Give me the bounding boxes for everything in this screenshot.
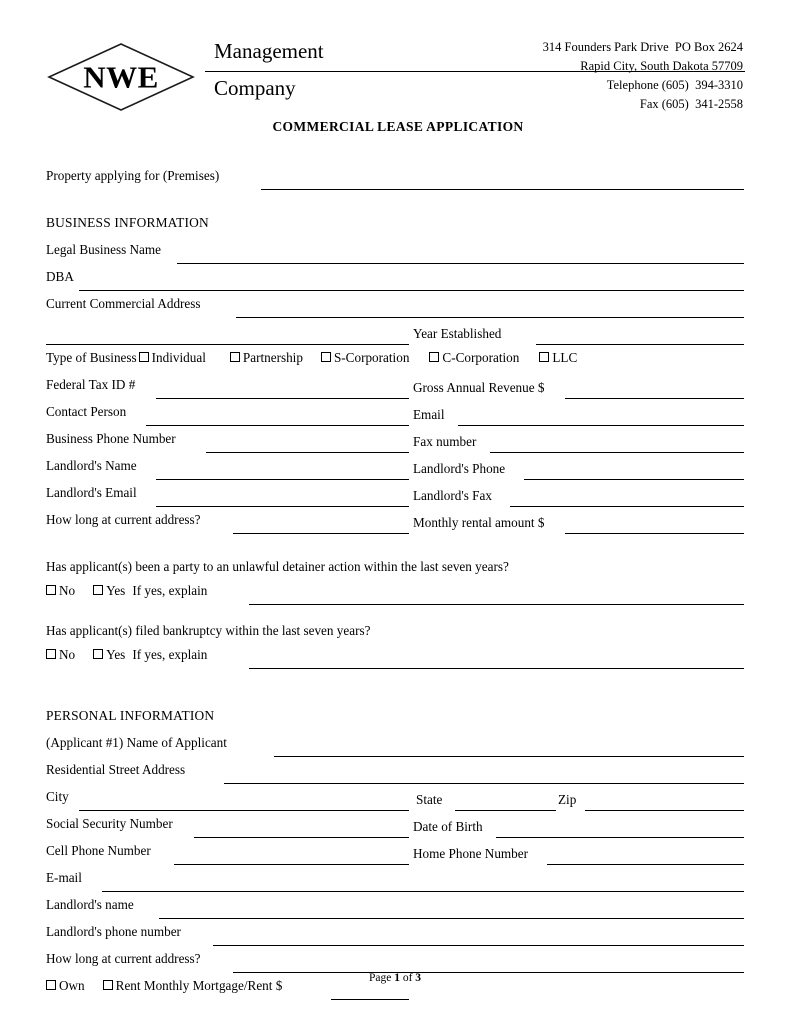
question-unlawful-detainer-answers bbox=[46, 583, 744, 610]
field-row-cell-phone bbox=[46, 843, 744, 870]
zip-label: Zip bbox=[558, 792, 577, 807]
checkbox-option-bankruptcy-no[interactable] bbox=[46, 647, 75, 663]
checkbox-individual[interactable] bbox=[139, 352, 149, 362]
ssn-input-line[interactable] bbox=[194, 837, 409, 838]
ssn-label: Social Security Number bbox=[46, 816, 173, 831]
detainer-explain-input-line[interactable] bbox=[249, 604, 744, 605]
personal-information-heading: PERSONAL INFORMATION bbox=[46, 708, 215, 723]
detainer-explain-label: If yes, explain bbox=[132, 583, 208, 598]
form-body bbox=[46, 168, 744, 1005]
legal-business-name-label: Legal Business Name bbox=[46, 242, 161, 257]
field-row-business-phone bbox=[46, 431, 744, 458]
field-row-contact-person bbox=[46, 404, 744, 431]
nwe-logo bbox=[47, 42, 195, 112]
home-phone-label: Home Phone Number bbox=[413, 846, 529, 861]
checkbox-label-rent: Rent Monthly Mortgage/Rent $ bbox=[115, 978, 283, 993]
footer-page-number: 1 bbox=[394, 972, 400, 984]
zip-input-line[interactable] bbox=[585, 810, 744, 811]
field-row-landlord-email bbox=[46, 485, 744, 512]
field-row-current-commercial-address bbox=[46, 296, 744, 323]
checkbox-partnership[interactable] bbox=[230, 352, 240, 362]
address-line-fax: Fax (605) 341-2558 bbox=[639, 97, 743, 111]
question-bankruptcy-answers bbox=[46, 647, 744, 674]
letterhead bbox=[0, 0, 790, 118]
bankruptcy-explain-label: If yes, explain bbox=[132, 647, 208, 662]
year-established-label: Year Established bbox=[413, 326, 502, 341]
question-unlawful-detainer bbox=[46, 559, 744, 583]
monthly-rental-amount-label: Monthly rental amount $ bbox=[413, 515, 545, 530]
question-unlawful-detainer-text: Has applicant(s) been a party to an unlawful detainer action within the last seven years? bbox=[46, 559, 509, 574]
landlord-fax-label: Landlord's Fax bbox=[413, 488, 492, 503]
current-commercial-address-input-line-2[interactable] bbox=[46, 344, 409, 345]
field-row-residential-address bbox=[46, 762, 744, 789]
question-bankruptcy bbox=[46, 623, 744, 647]
current-commercial-address-input-line[interactable] bbox=[236, 317, 744, 318]
landlord-phone-input-line[interactable] bbox=[524, 479, 744, 480]
checkbox-option-llc[interactable] bbox=[539, 350, 577, 366]
checkbox-option-bankruptcy-yes[interactable] bbox=[93, 647, 125, 663]
personal-landlord-name-input-line[interactable] bbox=[159, 918, 744, 919]
contact-person-label: Contact Person bbox=[46, 404, 127, 419]
business-phone-label: Business Phone Number bbox=[46, 431, 176, 446]
address-block bbox=[543, 38, 743, 114]
date-of-birth-label: Date of Birth bbox=[413, 819, 483, 834]
cell-phone-label: Cell Phone Number bbox=[46, 843, 151, 858]
email-label: Email bbox=[413, 407, 445, 422]
field-row-ssn bbox=[46, 816, 744, 843]
gross-annual-revenue-input-line[interactable] bbox=[565, 398, 744, 399]
city-label: City bbox=[46, 789, 69, 804]
field-row-landlord-name bbox=[46, 458, 744, 485]
page-title: COMMERCIAL LEASE APPLICATION bbox=[272, 119, 524, 134]
question-bankruptcy-text: Has applicant(s) filed bankruptcy within the last seven years? bbox=[46, 623, 371, 638]
checkbox-option-detainer-yes[interactable] bbox=[93, 583, 125, 599]
checkbox-label-s-corporation: S-Corporation bbox=[333, 350, 410, 365]
checkbox-option-partnership[interactable] bbox=[230, 350, 303, 366]
footer-of-word: of bbox=[402, 972, 413, 984]
federal-tax-id-label: Federal Tax ID # bbox=[46, 377, 136, 392]
federal-tax-id-input-line[interactable] bbox=[156, 398, 409, 399]
address-line-street: 314 Founders Park Drive PO Box 2624 bbox=[542, 40, 743, 54]
field-row-how-long-current-address-business bbox=[46, 512, 744, 539]
dba-input-line[interactable] bbox=[79, 290, 744, 291]
checkbox-label-partnership: Partnership bbox=[242, 350, 303, 365]
checkbox-option-c-corporation[interactable] bbox=[429, 350, 519, 366]
monthly-mortgage-rent-input-line[interactable] bbox=[331, 999, 409, 1000]
monthly-rental-amount-input-line[interactable] bbox=[565, 533, 744, 534]
field-row-personal-landlord-phone bbox=[46, 924, 744, 951]
footer-total-pages: 3 bbox=[415, 972, 422, 984]
checkbox-label-llc: LLC bbox=[552, 350, 578, 365]
checkbox-label-detainer-yes: Yes bbox=[106, 583, 126, 598]
business-information-heading: BUSINESS INFORMATION bbox=[46, 215, 209, 230]
footer-page-word: Page bbox=[368, 972, 392, 984]
checkbox-option-individual[interactable] bbox=[139, 350, 206, 366]
field-row-year-established bbox=[46, 323, 744, 350]
checkbox-detainer-yes[interactable] bbox=[93, 585, 103, 595]
fax-number-input-line[interactable] bbox=[490, 452, 744, 453]
checkbox-label-bankruptcy-yes: Yes bbox=[106, 647, 126, 662]
personal-landlord-phone-label: Landlord's phone number bbox=[46, 924, 181, 939]
date-of-birth-input-line[interactable] bbox=[496, 837, 744, 838]
checkbox-label-bankruptcy-no: No bbox=[59, 647, 76, 662]
address-line-city: Rapid City, South Dakota 57709 bbox=[580, 59, 743, 73]
field-row-applicant-name bbox=[46, 735, 744, 762]
field-row-type-of-business bbox=[46, 350, 744, 377]
checkbox-detainer-no[interactable] bbox=[46, 585, 56, 595]
checkbox-option-s-corporation[interactable] bbox=[321, 350, 409, 366]
checkbox-option-detainer-no[interactable] bbox=[46, 583, 75, 599]
logo-text: NWE bbox=[83, 59, 159, 95]
checkbox-c-corporation[interactable] bbox=[429, 352, 439, 362]
checkbox-label-c-corporation: C-Corporation bbox=[442, 350, 520, 365]
current-commercial-address-label: Current Commercial Address bbox=[46, 296, 201, 311]
bankruptcy-explain-input-line[interactable] bbox=[249, 668, 744, 669]
company-name-line2: Company bbox=[214, 75, 296, 100]
cell-phone-input-line[interactable] bbox=[174, 864, 409, 865]
premises-label: Property applying for (Premises) bbox=[46, 168, 220, 183]
residential-address-input-line[interactable] bbox=[224, 783, 744, 784]
field-row-federal-tax-id bbox=[46, 377, 744, 404]
landlord-phone-label: Landlord's Phone bbox=[413, 461, 506, 476]
fax-number-label: Fax number bbox=[413, 434, 477, 449]
field-row-personal-email bbox=[46, 870, 744, 897]
checkbox-bankruptcy-yes[interactable] bbox=[93, 649, 103, 659]
home-phone-input-line[interactable] bbox=[547, 864, 744, 865]
applicant-name-input-line[interactable] bbox=[274, 756, 744, 757]
applicant-name-label: (Applicant #1) Name of Applicant bbox=[46, 735, 227, 750]
field-row-premises bbox=[46, 168, 744, 195]
checkbox-llc[interactable] bbox=[539, 352, 549, 362]
checkbox-s-corporation[interactable] bbox=[321, 352, 331, 362]
landlord-email-input-line[interactable] bbox=[156, 506, 409, 507]
landlord-email-label: Landlord's Email bbox=[46, 485, 137, 500]
email-input-line[interactable] bbox=[458, 425, 744, 426]
personal-how-long-current-address-label: How long at current address? bbox=[46, 951, 201, 966]
legal-business-name-input-line[interactable] bbox=[177, 263, 744, 264]
contact-person-input-line[interactable] bbox=[146, 425, 409, 426]
gross-annual-revenue-label: Gross Annual Revenue $ bbox=[413, 380, 545, 395]
landlord-fax-input-line[interactable] bbox=[510, 506, 744, 507]
type-of-business-label: Type of Business bbox=[46, 350, 137, 365]
field-row-personal-landlord-name bbox=[46, 897, 744, 924]
checkbox-label-own: Own bbox=[59, 978, 85, 993]
field-row-legal-business-name bbox=[46, 242, 744, 269]
residential-address-label: Residential Street Address bbox=[46, 762, 186, 777]
dba-label: DBA bbox=[46, 269, 74, 284]
how-long-current-address-input-line[interactable] bbox=[233, 533, 409, 534]
landlord-name-input-line[interactable] bbox=[156, 479, 409, 480]
landlord-name-label: Landlord's Name bbox=[46, 458, 137, 473]
page-footer bbox=[0, 972, 790, 984]
personal-landlord-phone-input-line[interactable] bbox=[213, 945, 744, 946]
checkbox-label-individual: Individual bbox=[151, 350, 206, 365]
field-row-dba bbox=[46, 269, 744, 296]
field-row-city-state-zip bbox=[46, 789, 744, 816]
company-name-line1: Management bbox=[214, 39, 324, 63]
state-input-line[interactable] bbox=[455, 810, 556, 811]
personal-landlord-name-label: Landlord's name bbox=[46, 897, 134, 912]
address-line-telephone: Telephone (605) 394-3310 bbox=[606, 78, 743, 92]
city-input-line[interactable] bbox=[79, 810, 409, 811]
checkbox-bankruptcy-no[interactable] bbox=[46, 649, 56, 659]
personal-email-input-line[interactable] bbox=[102, 891, 744, 892]
year-established-input-line[interactable] bbox=[536, 344, 744, 345]
how-long-current-address-label: How long at current address? bbox=[46, 512, 201, 527]
personal-email-label: E-mail bbox=[46, 870, 82, 885]
state-label: State bbox=[416, 792, 443, 807]
premises-input-line[interactable] bbox=[261, 189, 744, 190]
business-phone-input-line[interactable] bbox=[206, 452, 409, 453]
checkbox-label-detainer-no: No bbox=[59, 583, 76, 598]
